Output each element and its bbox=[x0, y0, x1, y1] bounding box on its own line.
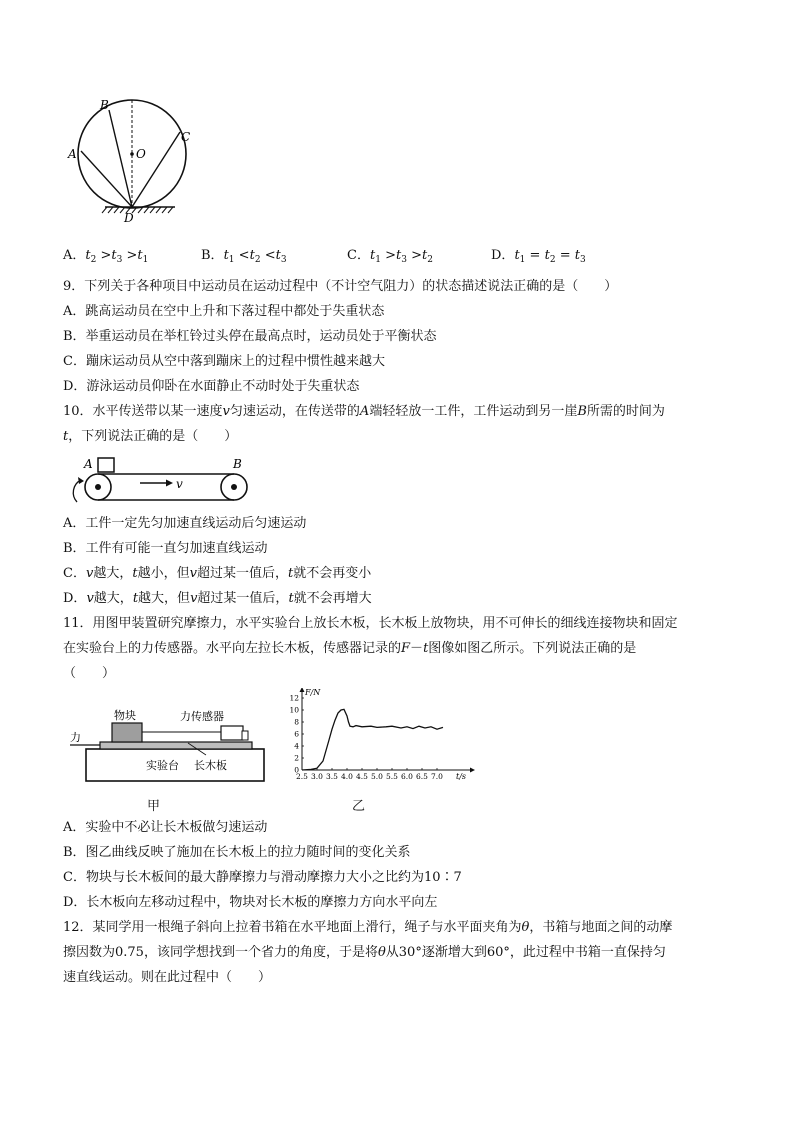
q8-option-d[interactable]: D．$t_1 = t_2 = t_3$ bbox=[491, 248, 586, 265]
q12-stem-line3: 速直线运动。则在此过程中（ ） bbox=[63, 970, 272, 985]
q10-option-a[interactable]: A．工件一定先匀加速直线运动后匀速运动 bbox=[63, 516, 307, 531]
q8-label-a: A bbox=[68, 147, 77, 161]
ft-x-tick-label: 3.5 bbox=[326, 772, 338, 781]
ft-chart-ticks bbox=[289, 694, 443, 782]
q11-stem-line1: 11．用图甲装置研究摩擦力，水平实验台上放长木板，长木板上放物块，用不可伸长的细线连接物块和固定 bbox=[63, 616, 678, 631]
q11-label-table: 实验台 bbox=[146, 759, 179, 772]
q12-stem-line1: 12．某同学用一根绳子斜向上拉着书箱在水平地面上滑行，绳子与水平面夹角为θ，书箱与地面之间的动摩 bbox=[63, 920, 673, 935]
ft-x-tick-label: 7.0 bbox=[431, 772, 443, 781]
q8-circle-figure bbox=[60, 95, 210, 225]
q10-label-a: A bbox=[84, 457, 93, 471]
ft-x-tick-label: 5.0 bbox=[371, 772, 383, 781]
ft-x-tick-label: 6.5 bbox=[416, 772, 428, 781]
q8-label-c: C bbox=[181, 130, 191, 144]
q11-stem-line2: 在实验台上的力传感器。水平向左拉长木板，传感器记录的F－t图像如图乙所示。下列说法正确的是 bbox=[63, 641, 637, 656]
ft-chart-series-line bbox=[302, 709, 443, 770]
ft-x-tick-label: 5.5 bbox=[386, 772, 398, 781]
ft-x-label: t/s bbox=[456, 772, 467, 781]
q10-stem-line1: 10．水平传送带以某一速度v匀速运动，在传送带的A端轻轻放一工件，工件运动到另一崖B所需的时间为 bbox=[63, 404, 665, 419]
q8-option-b[interactable]: B．$t_1 <t_2 <t_3$ bbox=[201, 248, 287, 265]
ft-x-tick-label: 6.0 bbox=[401, 772, 413, 781]
q11-caption-yi: 乙 bbox=[352, 799, 366, 814]
ft-y-tick-label: 8 bbox=[294, 717, 299, 727]
q8-label-d: D bbox=[124, 211, 134, 225]
q11-label-sensor: 力传感器 bbox=[180, 710, 224, 723]
q8-options bbox=[63, 244, 723, 264]
q10-option-d[interactable]: D．v越大，t越大，但v超过某一值后，t就不会再增大 bbox=[63, 591, 372, 606]
q11-stem-line3: （ ） bbox=[63, 666, 116, 681]
q9-option-a[interactable]: A．跳高运动员在空中上升和下落过程中都处于失重状态 bbox=[63, 304, 385, 319]
ft-y-tick-label: 6 bbox=[294, 729, 299, 739]
q11-label-board: 长木板 bbox=[194, 759, 227, 772]
q11-option-a[interactable]: A．实验中不必让长木板做匀速运动 bbox=[63, 820, 268, 835]
ft-x-tick-label: 4.0 bbox=[341, 772, 353, 781]
q11-option-b[interactable]: B．图乙曲线反映了施加在长木板上的拉力随时间的变化关系 bbox=[63, 845, 411, 860]
q11-option-d[interactable]: D．长木板向左移动过程中，物块对长木板的摩擦力方向水平向左 bbox=[63, 895, 438, 910]
q11-caption-jia: 甲 bbox=[147, 799, 161, 814]
q9-option-d[interactable]: D．游泳运动员仰卧在水面静止不动时处于失重状态 bbox=[63, 379, 360, 394]
q11-apparatus-figure bbox=[70, 703, 270, 783]
ft-x-tick-label: 4.5 bbox=[356, 772, 368, 781]
q10-label-b: B bbox=[233, 457, 242, 471]
ft-chart-axes bbox=[300, 688, 476, 781]
q10-conveyor-figure bbox=[68, 455, 258, 507]
ft-y-tick-label: 4 bbox=[294, 741, 299, 751]
q10-option-b[interactable]: B．工件有可能一直匀加速直线运动 bbox=[63, 541, 268, 556]
q12-stem-line2: 擦因数为0.75，该同学想找到一个省力的角度，于是将θ从30°逐渐增大到60°，此过程中书箱一直保持匀 bbox=[63, 945, 666, 960]
q11-option-c[interactable]: C．物块与长木板间的最大静摩擦力与滑动摩擦力大小之比约为10∶7 bbox=[63, 870, 462, 885]
q9-stem: 9．下列关于各种项目中运动员在运动过程中（不计空气阻力）的状态描述说法正确的是（ ） bbox=[63, 279, 618, 294]
ft-y-tick-label: 0 bbox=[294, 765, 299, 775]
ft-x-tick-label: 2.5 bbox=[296, 772, 308, 781]
q9-option-b[interactable]: B．举重运动员在举杠铃过头停在最高点时，运动员处于平衡状态 bbox=[63, 329, 437, 344]
ft-y-tick-label: 2 bbox=[294, 753, 299, 763]
q11-ft-chart bbox=[282, 688, 482, 788]
ft-x-tick-label: 3.0 bbox=[311, 772, 323, 781]
ft-x-axis-arrow bbox=[470, 768, 475, 773]
q11-label-force: 力 bbox=[70, 731, 81, 744]
q8-option-c[interactable]: C．$t_1 >t_3 >t_2$ bbox=[347, 248, 433, 265]
q8-label-o: O bbox=[136, 147, 146, 161]
ft-y-tick-label: 10 bbox=[289, 705, 299, 715]
q9-option-c[interactable]: C．蹦床运动员从空中落到蹦床上的过程中惯性越来越大 bbox=[63, 354, 385, 369]
ft-y-tick-label: 12 bbox=[289, 693, 299, 703]
q10-label-v: v bbox=[176, 477, 183, 491]
q10-stem-line2: t，下列说法正确的是（ ） bbox=[63, 429, 238, 444]
ft-y-label: F/N bbox=[305, 688, 321, 697]
ft-y-axis-arrow bbox=[300, 688, 305, 692]
q8-label-b: B bbox=[100, 98, 109, 112]
q11-label-block: 物块 bbox=[114, 709, 136, 722]
q10-option-c[interactable]: C．v越大，t越小，但v超过某一值后，t就不会再变小 bbox=[63, 566, 372, 581]
q8-option-a[interactable]: A．$t_2 >t_3 >t_1$ bbox=[63, 248, 149, 265]
